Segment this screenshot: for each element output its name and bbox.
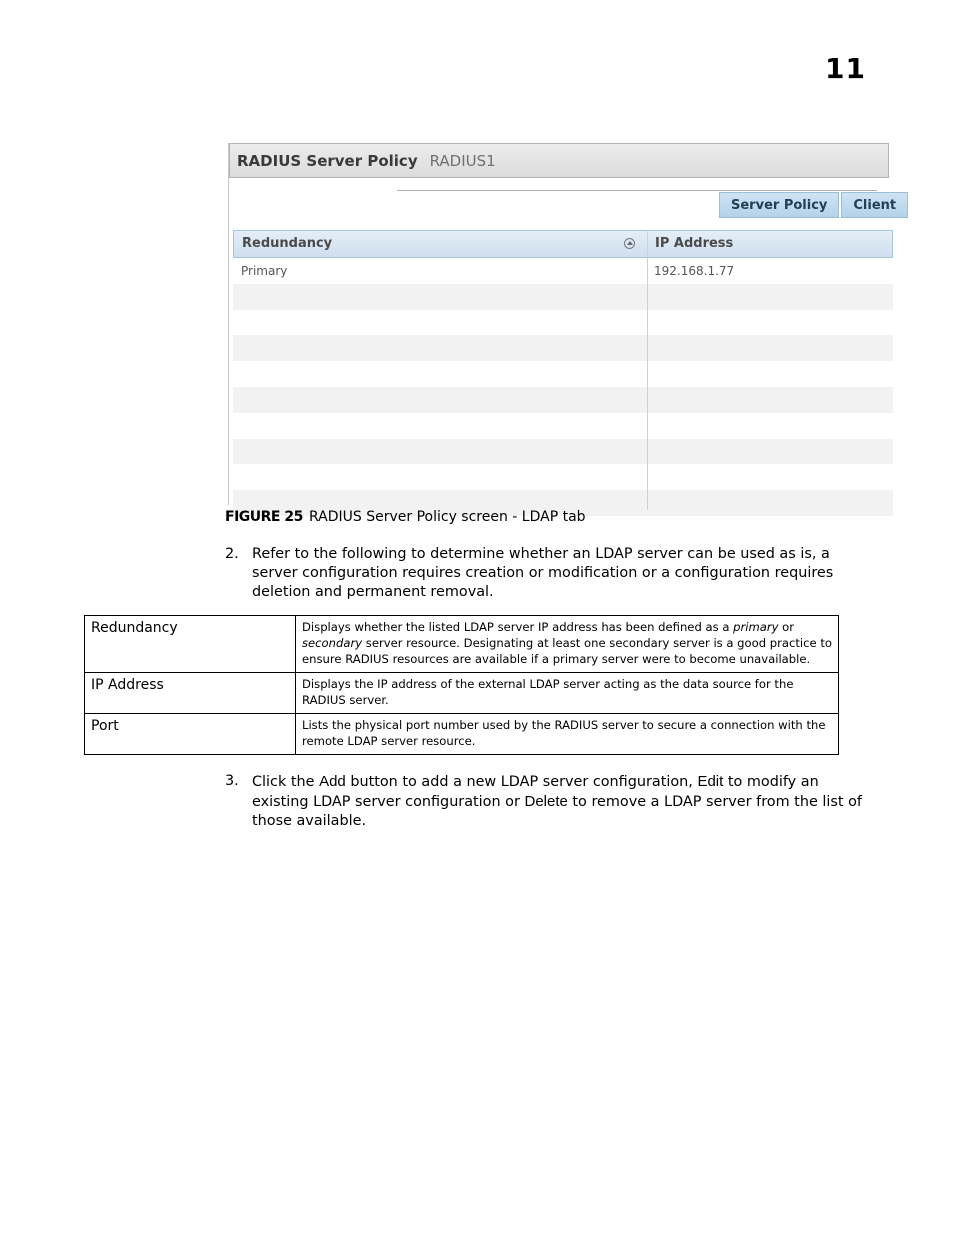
step-2 [225,545,865,602]
step-text-part: button to add a new LDAP server configuration, [345,774,698,790]
add-keyword: Add [319,773,346,790]
term-ip-address: IP Address [85,673,296,714]
step-text: Refer to the following to determine whether an LDAP server can be used as is, a server configuration requires creation or modification or a configuration requires deletion and permanent removal. [252,546,834,600]
cell-redundancy: Primary [241,264,288,278]
desc-ip-address: Displays the IP address of the external LDAP server acting as the data source for the RADIUS server. [296,673,839,714]
term-redundancy: Redundancy [85,616,296,673]
column-header-redundancy[interactable]: Redundancy [242,236,333,251]
table-row [233,361,893,387]
table-row [233,439,893,465]
desc-emphasis: primary [733,620,779,634]
table-row [233,284,893,310]
desc-redundancy [296,616,839,673]
desc-text: server resource. Designating at least one secondary server is a good practice to ensure RADIUS resources are available if a primary server were to become unavailable. [302,636,832,666]
table-row [85,714,839,755]
table-row [233,335,893,361]
figure-caption-text: RADIUS Server Policy screen - LDAP tab [309,509,586,525]
figure-caption [225,509,586,525]
window-header [229,143,889,178]
desc-text: or [778,620,795,634]
step-text-part: to modify an existing LDAP server configuration or [252,774,819,810]
grid-header [233,230,893,258]
table-row [233,310,893,336]
policy-name: RADIUS1 [429,151,496,170]
table-row [233,413,893,439]
table-row[interactable] [233,258,893,284]
delete-keyword: Delete [524,793,568,810]
definitions-table [84,615,839,755]
table-row [85,616,839,673]
tab-bar [719,192,910,218]
grid-rows [233,258,893,516]
table-row [233,387,893,413]
step-number: 2. [225,546,239,562]
tab-server-policy[interactable]: Server Policy [719,192,839,218]
edit-keyword: Edit [697,773,724,790]
figure-label: FIGURE 25 [225,509,303,525]
desc-port: Lists the physical port number used by the RADIUS server to secure a connection with the remote LDAP server resource. [296,714,839,755]
sort-ascending-icon[interactable] [624,238,635,249]
column-header-ip-address[interactable]: IP Address [655,236,734,251]
step-text-part: to remove a LDAP server from the list of those available. [252,794,862,829]
table-row [85,673,839,714]
window-title: RADIUS Server Policy [237,151,418,170]
step-number: 3. [225,773,239,789]
desc-emphasis: secondary [302,636,363,650]
table-row [233,464,893,490]
screenshot-figure [228,143,897,505]
step-text [252,772,865,831]
desc-text: Displays whether the listed LDAP server IP address has been defined as a [302,620,734,634]
step-text-part: Click the [252,774,320,790]
chapter-number: 11 [825,52,866,85]
tab-divider [397,190,877,191]
cell-ip-address: 192.168.1.77 [654,264,735,278]
step-3 [225,772,865,831]
tab-client[interactable]: Client [841,192,908,218]
term-port: Port [85,714,296,755]
column-separator [647,230,648,510]
